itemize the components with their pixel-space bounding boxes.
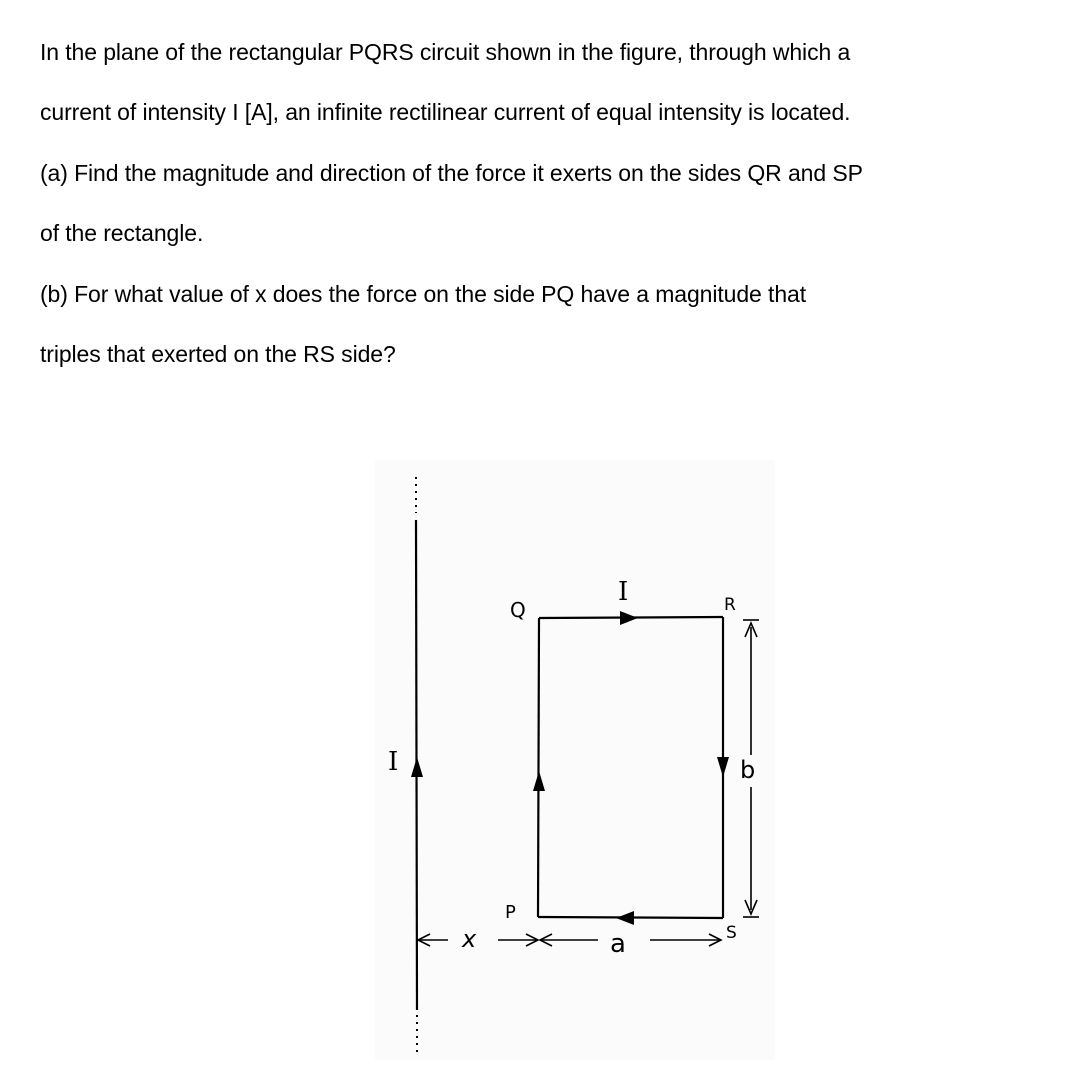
- corner-label-P: P: [505, 902, 516, 923]
- side-PQ: [538, 618, 539, 917]
- problem-line-1: In the plane of the rectangular PQRS circuit shown in the figure, through which a: [40, 39, 851, 65]
- problem-statement: [40, 22, 1050, 384]
- problem-line-6: triples that exerted on the RS side?: [40, 340, 396, 367]
- problem-line-2: current of intensity I [A], an infinite rectilinear current of equal intensity is located.: [40, 99, 851, 126]
- circuit-diagram: [340, 455, 780, 1065]
- circuit-figure: [340, 455, 780, 1065]
- corner-label-S: S: [726, 923, 737, 943]
- loop-current-label: I: [618, 577, 629, 607]
- problem-line-3: (a) Find the magnitude and direction of the force it exerts on the sides QR and SP: [40, 159, 863, 186]
- dimension-label-a: a: [610, 929, 626, 959]
- figure-background: [375, 460, 775, 1060]
- corner-label-Q: Q: [510, 598, 526, 622]
- dimension-label-x: x: [462, 925, 477, 953]
- wire-current-label: I: [388, 747, 399, 777]
- corner-label-R: R: [724, 595, 736, 615]
- problem-line-5: (b) For what value of x does the force on the side PQ have a magnitude that: [40, 280, 806, 307]
- dimension-label-b: b: [740, 756, 756, 784]
- problem-line-4: of the rectangle.: [40, 220, 204, 247]
